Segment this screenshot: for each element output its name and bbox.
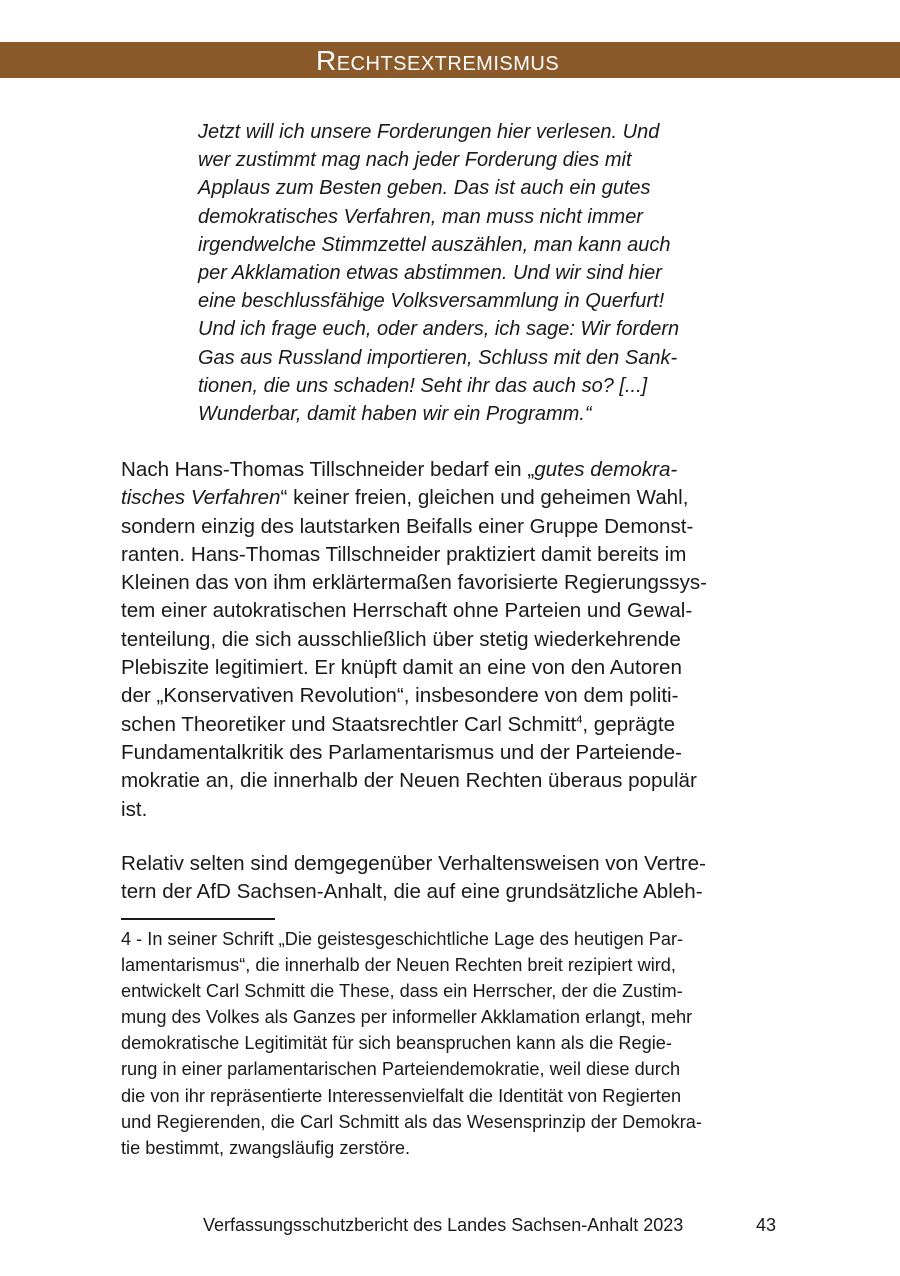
paragraph-line: mokratie an, die innerhalb der Neuen Rechten überaus populär <box>121 769 697 793</box>
page-footer: Verfassungsschutzbericht des Landes Sachsen-Anhalt 2023 <box>203 1215 684 1235</box>
quote-line: Applaus zum Besten geben. Das ist auch ein gutes <box>198 177 651 200</box>
quote-line: tionen, die uns schaden! Seht ihr das auch so? [...] <box>198 374 648 397</box>
footnote-line: demokratische Legitimität für sich beanspruchen kann als die Regie- <box>121 1033 672 1054</box>
quote-line: Und ich frage euch, oder anders, ich sage: Wir fordern <box>198 318 680 341</box>
footnote-line: 4 - In seiner Schrift „Die geistesgeschichtliche Lage des heutigen Par- <box>121 929 684 949</box>
quote-line: irgendwelche Stimmzettel auszählen, man kann auch <box>198 233 671 256</box>
paragraph-line <box>121 456 801 484</box>
paragraph-line: ist. <box>121 797 148 821</box>
quote-line: Wunderbar, damit haben wir ein Programm.“ <box>198 403 592 426</box>
emphasis-text: gutes demokra- <box>534 458 678 481</box>
paragraph-line <box>121 711 801 739</box>
section-title: Rechtsextremismus <box>316 45 560 76</box>
text-run: “ keiner freien, gleichen und geheimen Wahl, <box>280 486 689 510</box>
page-number: 43 <box>756 1215 777 1235</box>
paragraph-line: Fundamentalkritik des Parlamentarismus und der Parteiende- <box>121 740 682 764</box>
footnote-line: tie bestimmt, zwangsläufig zerstöre. <box>121 1137 411 1158</box>
quote-line: eine beschlussfähige Volksversammlung in Querfurt! <box>198 290 665 313</box>
paragraph-line: tem einer autokratischen Herrschaft ohne Parteien und Gewal- <box>121 599 693 623</box>
text-run: Nach Hans-Thomas Tillschneider bedarf ein „ <box>121 458 535 481</box>
emphasis-text: tisches Verfahren <box>121 486 281 510</box>
paragraph-line: ranten. Hans-Thomas Tillschneider praktiziert damit bereits im <box>121 542 687 566</box>
footnote-divider <box>121 918 275 920</box>
quote-line: per Akklamation etwas abstimmen. Und wir sind hier <box>198 262 662 285</box>
quote-line: wer zustimmt mag nach jeder Forderung dies mit <box>198 149 632 172</box>
footnote-line: entwickelt Carl Schmitt die These, dass ein Herrscher, der die Zustim- <box>121 981 683 1002</box>
section-header-bar <box>0 42 900 78</box>
text-run: schen Theoretiker und Staatsrechtler Carl Schmitt <box>121 712 577 736</box>
footnote-line: lamentarismus“, die innerhalb der Neuen Rechten breit rezipiert wird, <box>121 955 676 976</box>
footnote-line: die von ihr repräsentierte Interessenvielfalt die Identität von Regierten <box>121 1085 682 1106</box>
quote-line: Gas aus Russland importieren, Schluss mit den Sank- <box>198 346 678 369</box>
footnote <box>121 926 801 1161</box>
text-run: , geprägte <box>582 712 676 736</box>
paragraph-line: der „Konservativen Revolution“, insbesondere von dem politi- <box>121 684 679 708</box>
quote-block <box>198 118 798 428</box>
body-paragraph-2 <box>121 850 801 907</box>
paragraph-line: sondern einzig des lautstarken Beifalls einer Gruppe Demonst- <box>121 514 694 538</box>
paragraph-line: tenteilung, die sich ausschließlich über stetig wiederkehrende <box>121 627 681 651</box>
footnote-line: rung in einer parlamentarischen Parteiendemokratie, weil diese durch <box>121 1059 681 1080</box>
footnote-reference[interactable]: 4 <box>576 713 583 726</box>
quote-line: demokratisches Verfahren, man muss nicht immer <box>198 205 643 228</box>
paragraph-line: Plebiszite legitimiert. Er knüpft damit an eine von den Autoren <box>121 656 682 680</box>
footnote-line: und Regierenden, die Carl Schmitt als das Wesensprinzip der Demokra- <box>121 1111 702 1132</box>
paragraph-line: Relativ selten sind demgegenüber Verhaltensweisen von Vertre- <box>121 852 706 875</box>
paragraph-line: tern der AfD Sachsen-Anhalt, die auf eine grundsätzliche Ableh- <box>121 880 703 904</box>
paragraph-line: Kleinen das von ihm erklärtermaßen favorisierte Regierungssys- <box>121 571 708 595</box>
footnote-line: mung des Volkes als Ganzes per informeller Akklamation erlangt, mehr <box>121 1007 693 1028</box>
body-paragraph-1 <box>121 456 801 824</box>
paragraph-line <box>121 484 801 512</box>
quote-line: Jetzt will ich unsere Forderungen hier verlesen. Und <box>198 121 660 143</box>
